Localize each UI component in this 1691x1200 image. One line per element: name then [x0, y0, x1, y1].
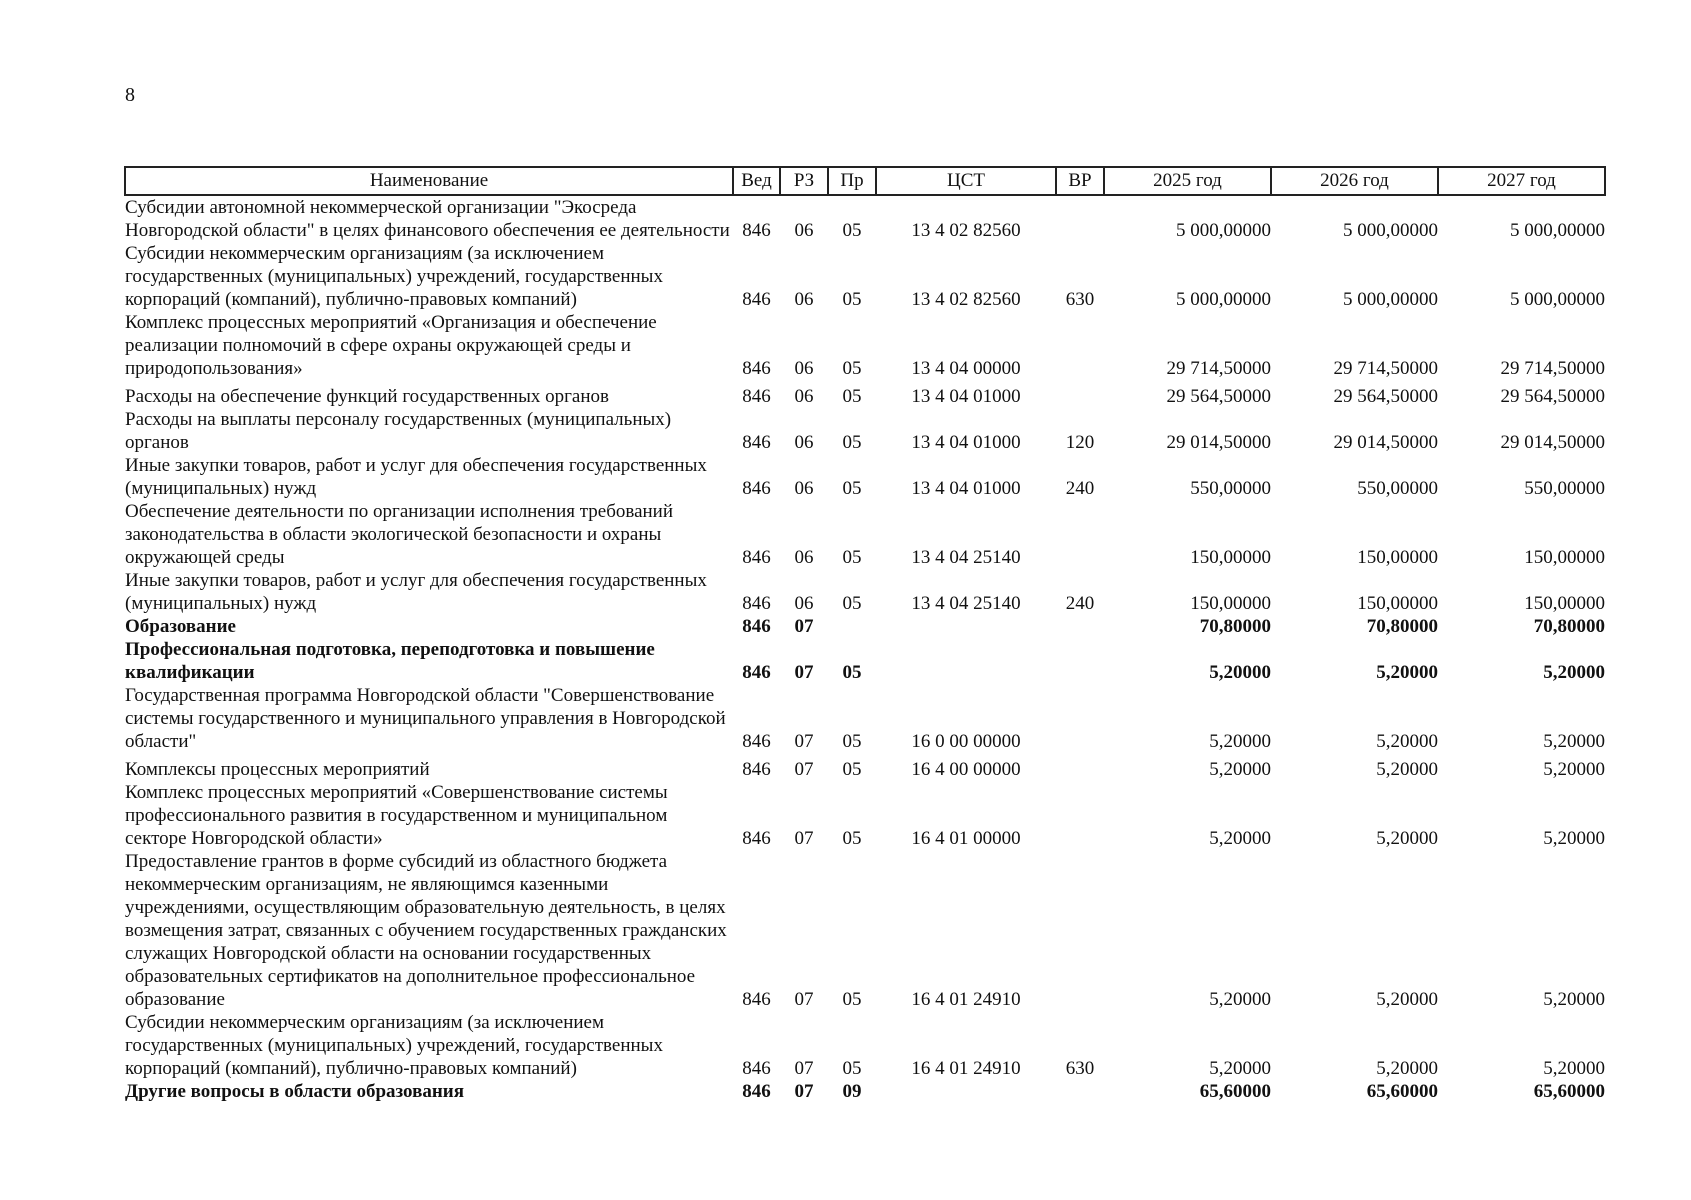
table-row	[125, 569, 1605, 615]
row-rz: 06	[794, 478, 814, 499]
row-ved: 846	[742, 662, 771, 683]
row-rz: 06	[794, 386, 814, 407]
row-name: Субсидии некоммерческим организациям (за исключением государственных (муниципальных) учреждений, государственных корпораций (компаний), публично-правовых компаний)	[125, 1012, 663, 1079]
row-rz: 06	[794, 547, 814, 568]
row-ved: 846	[742, 731, 771, 752]
row-ved: 846	[742, 547, 771, 568]
row-cst: 16 4 01 24910	[911, 1058, 1021, 1079]
row-2025: 5 000,00000	[1176, 289, 1271, 310]
table-row	[125, 380, 1605, 408]
header-2026: 2026 год	[1271, 167, 1438, 195]
row-2027: 29 564,50000	[1500, 386, 1605, 407]
row-2027: 5,20000	[1543, 1058, 1605, 1079]
row-cst: 16 4 01 00000	[911, 828, 1021, 849]
row-vr	[1056, 638, 1104, 684]
row-2025: 70,80000	[1199, 616, 1271, 637]
row-name: Комплексы процессных мероприятий	[125, 759, 430, 780]
row-pr: 05	[842, 662, 862, 683]
row-2025: 150,00000	[1190, 593, 1271, 614]
header-pr: Пр	[828, 167, 876, 195]
row-rz: 06	[794, 432, 814, 453]
row-ved: 846	[742, 616, 771, 637]
row-ved: 846	[742, 220, 771, 241]
row-vr	[1056, 311, 1104, 380]
row-2025: 5,20000	[1209, 989, 1271, 1010]
header-name: Наименование	[125, 167, 733, 195]
row-cst	[876, 1080, 1056, 1103]
budget-table	[124, 166, 1606, 1103]
row-ved: 846	[742, 828, 771, 849]
row-2025: 5,20000	[1209, 759, 1271, 780]
row-vr	[1056, 753, 1104, 781]
row-cst: 16 0 00 00000	[911, 731, 1021, 752]
table-row	[125, 684, 1605, 753]
row-2027: 70,80000	[1533, 616, 1605, 637]
row-vr	[1056, 615, 1104, 638]
row-name: Государственная программа Новгородской области "Совершенствование системы государственного и муниципального управления в Новгородской области"	[125, 685, 726, 752]
row-vr	[1056, 781, 1104, 850]
row-2026: 5,20000	[1376, 662, 1438, 683]
row-2027: 29 014,50000	[1500, 432, 1605, 453]
row-cst: 16 4 00 00000	[911, 759, 1021, 780]
row-2027: 150,00000	[1524, 593, 1605, 614]
header-2025: 2025 год	[1104, 167, 1271, 195]
row-ved: 846	[742, 358, 771, 379]
row-2027: 29 714,50000	[1500, 358, 1605, 379]
row-2027: 65,60000	[1533, 1081, 1605, 1102]
row-2025: 550,00000	[1190, 478, 1271, 499]
row-pr: 05	[842, 358, 862, 379]
row-2025: 150,00000	[1190, 547, 1271, 568]
table-row	[125, 500, 1605, 569]
row-2027: 5,20000	[1543, 731, 1605, 752]
row-vr	[1056, 684, 1104, 753]
row-cst: 13 4 04 25140	[911, 593, 1021, 614]
row-pr: 05	[842, 989, 862, 1010]
row-vr	[1056, 380, 1104, 408]
row-cst: 16 4 01 24910	[911, 989, 1021, 1010]
row-vr	[1056, 500, 1104, 569]
row-2025: 29 564,50000	[1166, 386, 1271, 407]
row-rz: 06	[794, 289, 814, 310]
row-rz: 06	[794, 593, 814, 614]
row-cst: 13 4 02 82560	[911, 220, 1021, 241]
row-rz: 07	[794, 1081, 814, 1102]
table-row	[125, 1011, 1605, 1080]
row-cst: 13 4 02 82560	[911, 289, 1021, 310]
row-name: Предоставление грантов в форме субсидий из областного бюджета некоммерческим организациям, не являющимся казенными учреждениями, осуществляющим образовательную деятельность, в целях возмещения затрат, связанных с обучением государственных гражданских служащих Новгородской области на основании государственных образовательных сертификатов на дополнительное профессиональное образование	[125, 851, 727, 1010]
row-name: Иные закупки товаров, работ и услуг для обеспечения государственных (муниципальных) нужд	[125, 455, 707, 499]
row-cst: 13 4 04 25140	[911, 547, 1021, 568]
row-2026: 65,60000	[1366, 1081, 1438, 1102]
row-name: Субсидии автономной некоммерческой организации "Экосреда Новгородской области" в целях финансового обеспечения ее деятельности	[125, 197, 730, 241]
row-2027: 5,20000	[1543, 828, 1605, 849]
row-2027: 150,00000	[1524, 547, 1605, 568]
row-pr: 05	[842, 289, 862, 310]
row-2026: 70,80000	[1366, 616, 1438, 637]
row-vr	[1056, 850, 1104, 1011]
row-name: Расходы на обеспечение функций государственных органов	[125, 386, 609, 407]
row-name: Иные закупки товаров, работ и услуг для обеспечения государственных (муниципальных) нужд	[125, 570, 707, 614]
row-vr	[1056, 195, 1104, 242]
header-vr: ВР	[1056, 167, 1104, 195]
row-rz: 07	[794, 662, 814, 683]
row-name: Комплекс процессных мероприятий «Организация и обеспечение реализации полномочий в сфере охраны окружающей среды и природопользования»	[125, 312, 657, 379]
table-row	[125, 454, 1605, 500]
row-2026: 550,00000	[1357, 478, 1438, 499]
row-2026: 150,00000	[1357, 593, 1438, 614]
row-cst: 13 4 04 00000	[911, 358, 1021, 379]
row-2026: 150,00000	[1357, 547, 1438, 568]
row-rz: 07	[794, 731, 814, 752]
row-name: Другие вопросы в области образования	[125, 1081, 465, 1102]
row-2026: 29 014,50000	[1333, 432, 1438, 453]
row-ved: 846	[742, 759, 771, 780]
row-name: Расходы на выплаты персоналу государственных (муниципальных) органов	[125, 409, 672, 453]
row-pr: 09	[842, 1081, 862, 1102]
row-rz: 07	[794, 759, 814, 780]
row-2025: 5,20000	[1209, 1058, 1271, 1079]
row-2025: 5,20000	[1209, 828, 1271, 849]
header-rz: РЗ	[780, 167, 828, 195]
row-2026: 5,20000	[1376, 759, 1438, 780]
page-number: 8	[125, 84, 135, 106]
row-vr	[1056, 1080, 1104, 1103]
row-2026: 5,20000	[1376, 731, 1438, 752]
table-row	[125, 638, 1605, 684]
row-2026: 5,20000	[1376, 1058, 1438, 1079]
row-pr: 05	[842, 593, 862, 614]
row-rz: 07	[794, 616, 814, 637]
row-vr: 630	[1065, 1058, 1095, 1079]
row-2026: 29 714,50000	[1333, 358, 1438, 379]
row-2026: 29 564,50000	[1333, 386, 1438, 407]
table-row	[125, 753, 1605, 781]
row-2027: 5 000,00000	[1510, 220, 1605, 241]
row-rz: 07	[794, 1058, 814, 1079]
row-cst	[876, 638, 1056, 684]
row-pr	[828, 615, 876, 638]
table-row	[125, 1080, 1605, 1103]
header-ved: Вед	[733, 167, 780, 195]
row-rz: 07	[794, 989, 814, 1010]
row-2025: 5,20000	[1209, 731, 1271, 752]
row-2027: 550,00000	[1524, 478, 1605, 499]
row-pr: 05	[842, 759, 862, 780]
row-2027: 5 000,00000	[1510, 289, 1605, 310]
table-row	[125, 850, 1605, 1011]
header-row	[125, 167, 1605, 195]
row-2026: 5,20000	[1376, 989, 1438, 1010]
row-vr: 120	[1065, 432, 1095, 453]
header-cst: ЦСТ	[876, 167, 1056, 195]
row-2025: 65,60000	[1199, 1081, 1271, 1102]
row-cst: 13 4 04 01000	[911, 386, 1021, 407]
row-2026: 5 000,00000	[1343, 289, 1438, 310]
table-row	[125, 311, 1605, 380]
row-ved: 846	[742, 289, 771, 310]
row-ved: 846	[742, 1058, 771, 1079]
row-pr: 05	[842, 386, 862, 407]
row-pr: 05	[842, 731, 862, 752]
row-name: Образование	[125, 616, 236, 637]
row-pr: 05	[842, 1058, 862, 1079]
row-vr: 240	[1065, 478, 1095, 499]
row-name: Комплекс процессных мероприятий «Совершенствование системы профессионального развития в государственном и муниципальном секторе Новгородской области»	[125, 782, 668, 849]
row-rz: 06	[794, 220, 814, 241]
row-pr: 05	[842, 828, 862, 849]
row-vr: 630	[1065, 289, 1095, 310]
row-2026: 5,20000	[1376, 828, 1438, 849]
table-row	[125, 242, 1605, 311]
table-row	[125, 408, 1605, 454]
row-2026: 5 000,00000	[1343, 220, 1438, 241]
row-ved: 846	[742, 386, 771, 407]
row-ved: 846	[742, 1081, 771, 1102]
table-row	[125, 615, 1605, 638]
row-name: Обеспечение деятельности по организации исполнения требований законодательства в области экологической безопасности и охраны окружающей среды	[125, 501, 674, 568]
row-name: Субсидии некоммерческим организациям (за исключением государственных (муниципальных) учреждений, государственных корпораций (компаний), публично-правовых компаний)	[125, 243, 663, 310]
row-2027: 5,20000	[1543, 759, 1605, 780]
row-rz: 06	[794, 358, 814, 379]
header-2027: 2027 год	[1438, 167, 1605, 195]
row-ved: 846	[742, 478, 771, 499]
row-2025: 5 000,00000	[1176, 220, 1271, 241]
table-row	[125, 781, 1605, 850]
row-ved: 846	[742, 989, 771, 1010]
row-cst	[876, 615, 1056, 638]
row-rz: 07	[794, 828, 814, 849]
row-2027: 5,20000	[1543, 989, 1605, 1010]
row-2025: 5,20000	[1209, 662, 1271, 683]
row-pr: 05	[842, 432, 862, 453]
row-ved: 846	[742, 593, 771, 614]
row-pr: 05	[842, 220, 862, 241]
row-2025: 29 014,50000	[1166, 432, 1271, 453]
row-cst: 13 4 04 01000	[911, 432, 1021, 453]
row-pr: 05	[842, 547, 862, 568]
table-row	[125, 195, 1605, 242]
row-2027: 5,20000	[1543, 662, 1605, 683]
row-2025: 29 714,50000	[1166, 358, 1271, 379]
row-pr: 05	[842, 478, 862, 499]
row-ved: 846	[742, 432, 771, 453]
row-name: Профессиональная подготовка, переподготовка и повышение квалификации	[125, 639, 655, 683]
row-vr: 240	[1065, 593, 1095, 614]
row-cst: 13 4 04 01000	[911, 478, 1021, 499]
